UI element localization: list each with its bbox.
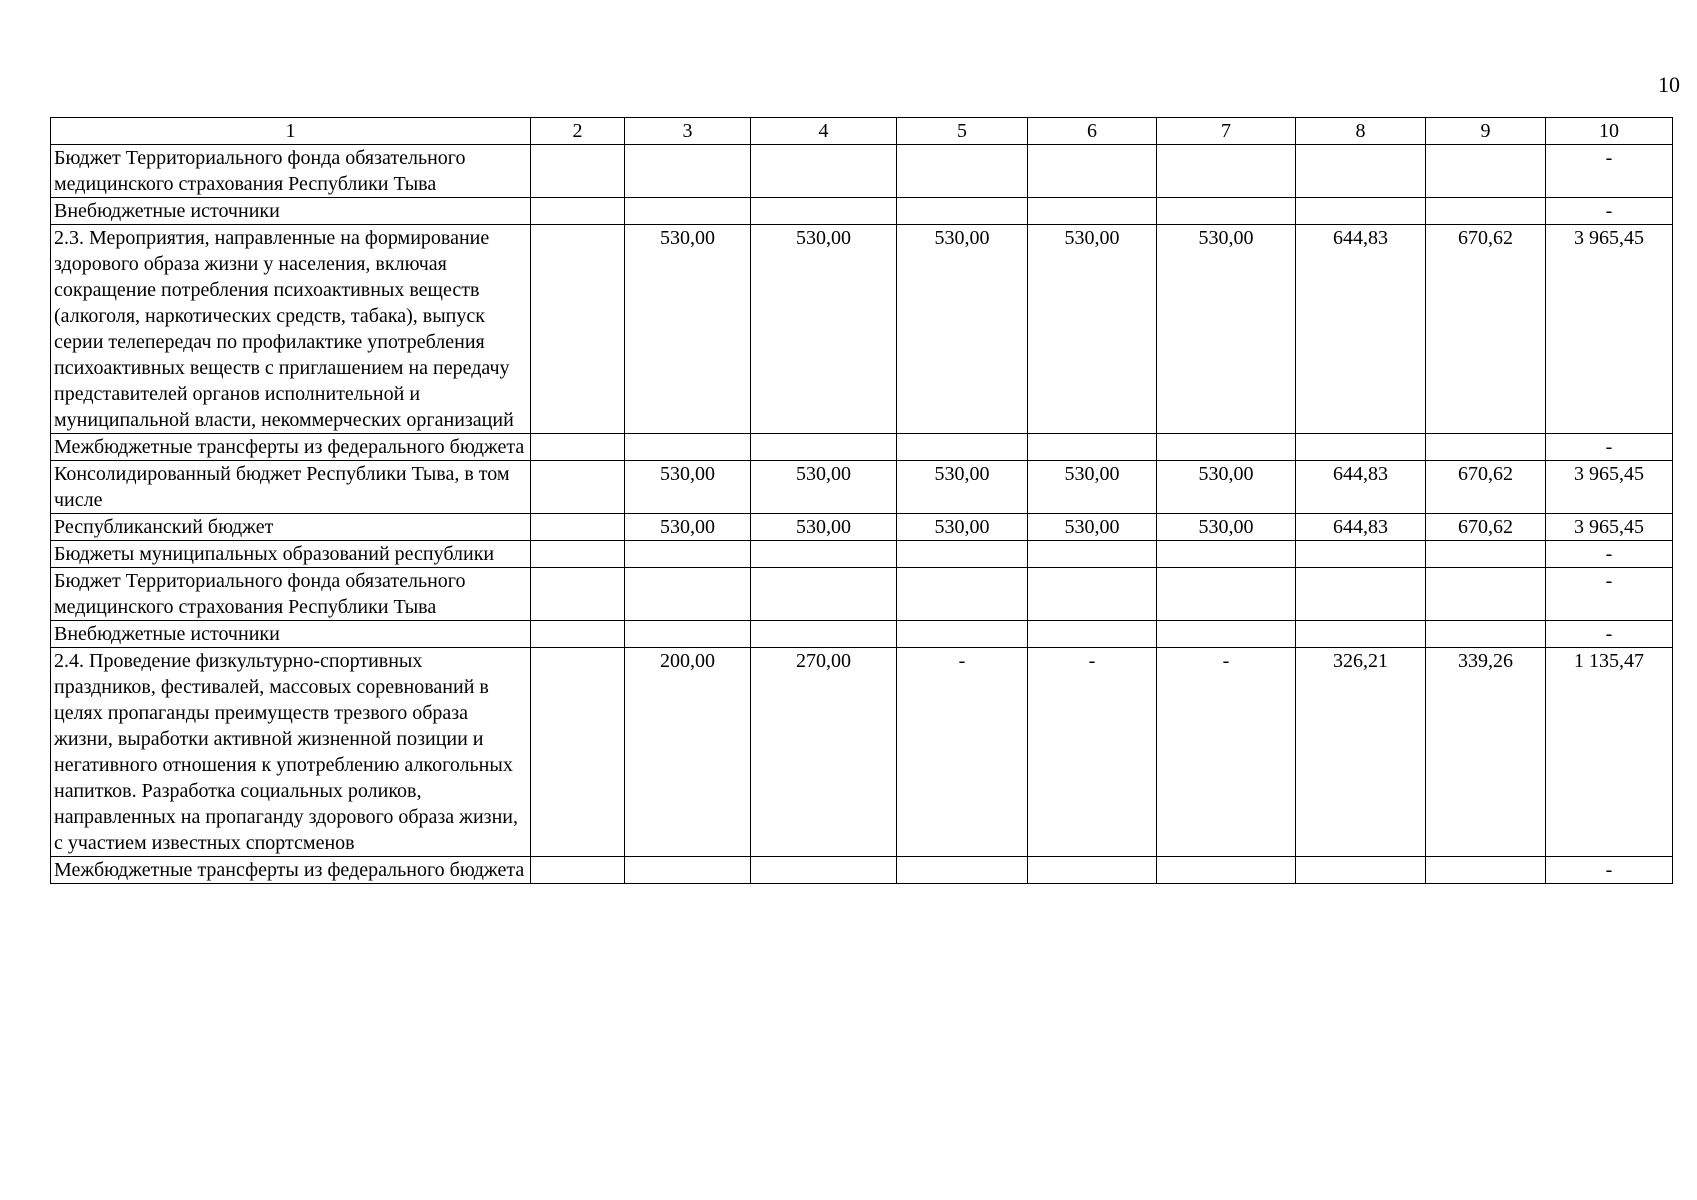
value-cell [1028,198,1157,225]
budget-table [50,117,1673,884]
row-description: 2.4. Проведение физкультурно-спортивных праздников, фестивалей, массовых соревнований в целях пропаганды преимуществ трезвого образа жизни, выработки активной жизненной позиции и негативного отношения к употреблению алкогольных напитков. Разработка социальных роликов, направленных на пропаганду здорового образа жизни, с участием известных спортсменов [51,648,531,857]
value-cell [625,857,751,884]
value-cell [625,434,751,461]
table-row [51,621,1673,648]
value-cell [897,541,1028,568]
column-header: 5 [897,118,1028,145]
header-row [51,118,1673,145]
table-row [51,568,1673,621]
value-cell [1157,198,1296,225]
value-cell [897,621,1028,648]
table-row [51,225,1673,434]
value-cell: 530,00 [897,461,1028,514]
value-cell [1028,621,1157,648]
value-cell: 530,00 [751,514,897,541]
value-cell [897,568,1028,621]
row-description: Межбюджетные трансферты из федерального бюджета [51,434,531,461]
value-cell [531,621,625,648]
value-cell: 530,00 [751,225,897,434]
value-cell [1157,541,1296,568]
value-cell: 530,00 [1157,514,1296,541]
value-cell [1157,145,1296,198]
value-cell: - [1546,434,1673,461]
table-row [51,461,1673,514]
value-cell [1028,568,1157,621]
table-row [51,198,1673,225]
value-cell [625,198,751,225]
value-cell: 3 965,45 [1546,225,1673,434]
value-cell [1157,857,1296,884]
value-cell [625,621,751,648]
value-cell [751,621,897,648]
value-cell [751,198,897,225]
value-cell [1426,857,1546,884]
value-cell [751,541,897,568]
value-cell: 339,26 [1426,648,1546,857]
column-header: 2 [531,118,625,145]
row-description: Межбюджетные трансферты из федерального бюджета [51,857,531,884]
page-number: 10 [1658,72,1680,97]
value-cell [531,225,625,434]
table-row [51,434,1673,461]
value-cell: - [1546,145,1673,198]
value-cell [897,857,1028,884]
value-cell [1426,568,1546,621]
value-cell [1426,198,1546,225]
value-cell [1028,541,1157,568]
value-cell: 670,62 [1426,514,1546,541]
table-row [51,857,1673,884]
value-cell: 530,00 [625,461,751,514]
value-cell: 530,00 [1028,514,1157,541]
row-description: Бюджеты муниципальных образований республики [51,541,531,568]
value-cell: 200,00 [625,648,751,857]
value-cell [1028,857,1157,884]
value-cell: 530,00 [751,461,897,514]
value-cell [1296,621,1426,648]
value-cell: - [1546,621,1673,648]
value-cell: 644,83 [1296,225,1426,434]
value-cell [1157,434,1296,461]
value-cell: - [1546,541,1673,568]
column-header: 10 [1546,118,1673,145]
value-cell [897,145,1028,198]
value-cell [531,434,625,461]
table-row [51,145,1673,198]
value-cell [1028,434,1157,461]
value-cell [1426,145,1546,198]
value-cell [751,568,897,621]
value-cell [1157,621,1296,648]
value-cell [1028,145,1157,198]
value-cell: - [1546,198,1673,225]
value-cell [531,857,625,884]
value-cell: - [897,648,1028,857]
value-cell [531,541,625,568]
value-cell [625,541,751,568]
value-cell [1157,568,1296,621]
value-cell [1426,541,1546,568]
value-cell: 326,21 [1296,648,1426,857]
value-cell: 670,62 [1426,225,1546,434]
value-cell [1426,434,1546,461]
value-cell [897,434,1028,461]
value-cell [531,648,625,857]
value-cell: 530,00 [1028,461,1157,514]
value-cell [751,145,897,198]
row-description: Бюджет Территориального фонда обязательного медицинского страхования Республики Тыва [51,145,531,198]
row-description: Внебюджетные источники [51,198,531,225]
row-description: Республиканский бюджет [51,514,531,541]
value-cell [751,857,897,884]
value-cell: - [1546,857,1673,884]
value-cell: 644,83 [1296,461,1426,514]
value-cell [751,434,897,461]
value-cell [1296,857,1426,884]
row-description: Бюджет Территориального фонда обязательного медицинского страхования Республики Тыва [51,568,531,621]
value-cell [1296,145,1426,198]
row-description: Консолидированный бюджет Республики Тыва, в том числе [51,461,531,514]
value-cell [531,145,625,198]
table-row [51,541,1673,568]
value-cell: 1 135,47 [1546,648,1673,857]
value-cell [897,198,1028,225]
value-cell [625,568,751,621]
value-cell: 530,00 [1028,225,1157,434]
value-cell [531,568,625,621]
value-cell: 670,62 [1426,461,1546,514]
value-cell [1296,568,1426,621]
column-header: 3 [625,118,751,145]
value-cell [1296,541,1426,568]
row-description: Внебюджетные источники [51,621,531,648]
value-cell: 530,00 [1157,461,1296,514]
value-cell: - [1157,648,1296,857]
value-cell: 644,83 [1296,514,1426,541]
column-header: 8 [1296,118,1426,145]
value-cell: 530,00 [897,514,1028,541]
value-cell [531,514,625,541]
column-header: 1 [51,118,531,145]
value-cell: - [1546,568,1673,621]
value-cell [1296,198,1426,225]
table-row [51,648,1673,857]
value-cell [1426,621,1546,648]
column-header: 7 [1157,118,1296,145]
row-description: 2.3. Мероприятия, направленные на формирование здорового образа жизни у населения, включая сокращение потребления психоактивных веществ (алкоголя, наркотических средств, табака), выпуск серии телепередач по профилактике употребления психоактивных веществ с приглашением на передачу представителей органов исполнительной и муниципальной власти, некоммерческих организаций [51,225,531,434]
value-cell: 3 965,45 [1546,461,1673,514]
value-cell: 3 965,45 [1546,514,1673,541]
table-row [51,514,1673,541]
column-header: 4 [751,118,897,145]
value-cell: - [1028,648,1157,857]
value-cell [531,198,625,225]
value-cell: 530,00 [897,225,1028,434]
value-cell [1296,434,1426,461]
value-cell: 530,00 [625,514,751,541]
value-cell: 270,00 [751,648,897,857]
value-cell: 530,00 [1157,225,1296,434]
value-cell [625,145,751,198]
value-cell: 530,00 [625,225,751,434]
column-header: 9 [1426,118,1546,145]
column-header: 6 [1028,118,1157,145]
value-cell [531,461,625,514]
